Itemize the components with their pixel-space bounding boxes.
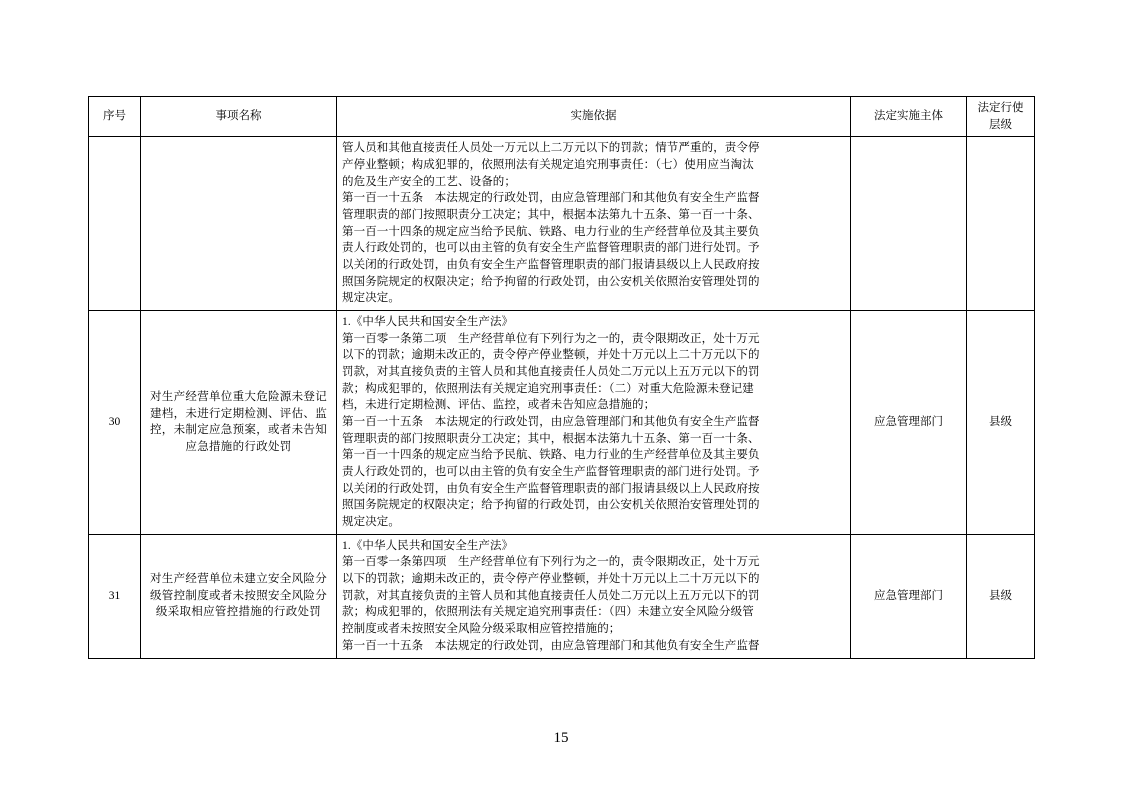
basis-line: 1.《中华人民共和国安全生产法》 [342,316,514,329]
basis-line: 责人行政处罚的，也可以由主管的负有安全生产监督管理职责的部门进行处罚。予 [342,466,760,479]
table-header-row [89,97,1035,137]
basis-line: 以下的罚款；逾期未改正的，责令停产停业整顿，并处十万元以上二十万元以下的 [342,349,760,362]
basis-line: 罚款，对其直接负责的主管人员和其他直接责任人员处二万元以上五万元以下的罚 [342,366,760,379]
row-basis [337,534,851,658]
row-no: 31 [89,534,141,658]
basis-line: 产停业整顿；构成犯罪的，依照刑法有关规定追究刑事责任：（七）使用应当淘汰 [342,159,754,172]
row-level: 县级 [967,311,1035,535]
basis-line: 照国务院规定的权限决定；给予拘留的行政处罚，由公安机关依照治安管理处罚的 [342,275,760,288]
page-number: 15 [553,730,569,746]
basis-line: 第一百零一条第四项 生产经营单位有下列行为之一的，责令限期改正，处十万元 [342,556,760,569]
row-no [89,137,141,311]
column-header-subject: 法定实施主体 [851,97,967,137]
table-header [89,97,1035,137]
basis-line: 以关闭的行政处罚，由负有安全生产监督管理职责的部门报请县级以上人民政府按 [342,259,760,272]
row-subject: 应急管理部门 [851,534,967,658]
row-name: 对生产经营单位未建立安全风险分级管控制度或者未按照安全风险分级采取相应管控措施的行政处罚 [141,534,337,658]
row-name: 对生产经营单位重大危险源未登记建档，未进行定期检测、评估、监控，未制定应急预案，或者未告知应急措施的行政处罚 [141,311,337,535]
column-header-name: 事项名称 [141,97,337,137]
table-body [89,137,1035,658]
basis-line: 照国务院规定的权限决定；给予拘留的行政处罚，由公安机关依照治安管理处罚的 [342,499,760,512]
table-row [89,137,1035,311]
basis-line: 规定决定。 [342,516,400,529]
basis-line: 管理职责的部门按照职责分工决定；其中，根据本法第九十五条、第一百一十条、 [342,209,760,222]
basis-line: 管人员和其他直接责任人员处一万元以上二万元以下的罚款；情节严重的，责令停 [342,142,760,155]
basis-line: 款；构成犯罪的，依照刑法有关规定追究刑事责任：（二）对重大危险源未登记建 [342,382,754,395]
basis-line: 1.《中华人民共和国安全生产法》 [342,539,514,552]
basis-line: 第一百一十五条 本法规定的行政处罚，由应急管理部门和其他负有安全生产监督 [342,416,760,429]
row-subject: 应急管理部门 [851,311,967,535]
row-subject [851,137,967,311]
column-header-no: 序号 [89,97,141,137]
row-basis [337,311,851,535]
row-no: 30 [89,311,141,535]
table-row [89,311,1035,535]
basis-line: 控制度或者未按照安全风险分级采取相应管控措施的； [342,623,621,636]
basis-line: 第一百一十五条 本法规定的行政处罚，由应急管理部门和其他负有安全生产监督 [342,192,760,205]
row-name [141,137,337,311]
row-level [967,137,1035,311]
regulation-table [88,96,1035,659]
basis-line: 以关闭的行政处罚，由负有安全生产监督管理职责的部门报请县级以上人民政府按 [342,482,760,495]
basis-line: 管理职责的部门按照职责分工决定；其中，根据本法第九十五条、第一百一十条、 [342,432,760,445]
basis-line: 以下的罚款；逾期未改正的，责令停产停业整顿，并处十万元以上二十万元以下的 [342,573,760,586]
basis-line: 款；构成犯罪的，依照刑法有关规定追究刑事责任：（四）未建立安全风险分级管 [342,606,754,619]
column-header-level: 法定行使层级 [967,97,1035,137]
basis-line: 第一百零一条第二项 生产经营单位有下列行为之一的，责令限期改正，处十万元 [342,332,760,345]
row-level: 县级 [967,534,1035,658]
basis-line: 罚款，对其直接负责的主管人员和其他直接责任人员处二万元以上五万元以下的罚 [342,589,760,602]
basis-line: 第一百一十四条的规定应当给予民航、铁路、电力行业的生产经营单位及其主要负 [342,225,760,238]
column-header-basis: 实施依据 [337,97,851,137]
basis-line: 责人行政处罚的，也可以由主管的负有安全生产监督管理职责的部门进行处罚。予 [342,242,760,255]
basis-line: 规定决定。 [342,292,400,305]
basis-line: 第一百一十四条的规定应当给予民航、铁路、电力行业的生产经营单位及其主要负 [342,449,760,462]
table-row [89,534,1035,658]
basis-line: 的危及生产安全的工艺、设备的； [342,175,516,188]
row-basis [337,137,851,311]
basis-line: 档，未进行定期检测、评估、监控，或者未告知应急措施的； [342,399,656,412]
basis-line: 第一百一十五条 本法规定的行政处罚，由应急管理部门和其他负有安全生产监督 [342,639,760,652]
